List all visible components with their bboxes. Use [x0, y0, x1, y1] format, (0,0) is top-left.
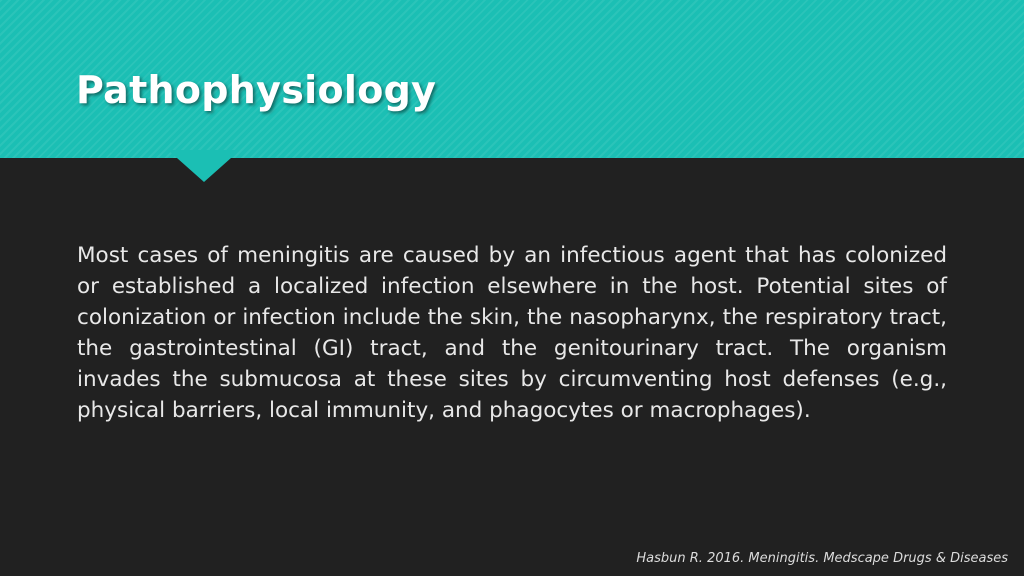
- banner-notch: [168, 150, 240, 182]
- slide-body-text: Most cases of meningitis are caused by an infectious agent that has colonized or established a localized infection elsewhere in the host. Potential sites of colonization or infection include the skin, the nasopharynx, the respiratory tract, the gastrointestinal (GI) tract, and the genitourinary tract. The organism invades the submucosa at these sites by circumventing host defenses (e.g., physical barriers, local immunity, and phagocytes or macrophages).: [77, 243, 947, 423]
- slide-title: Pathophysiology: [76, 68, 437, 112]
- citation: Hasbun R. 2016. Meningitis. Medscape Drugs & Diseases: [636, 551, 1008, 566]
